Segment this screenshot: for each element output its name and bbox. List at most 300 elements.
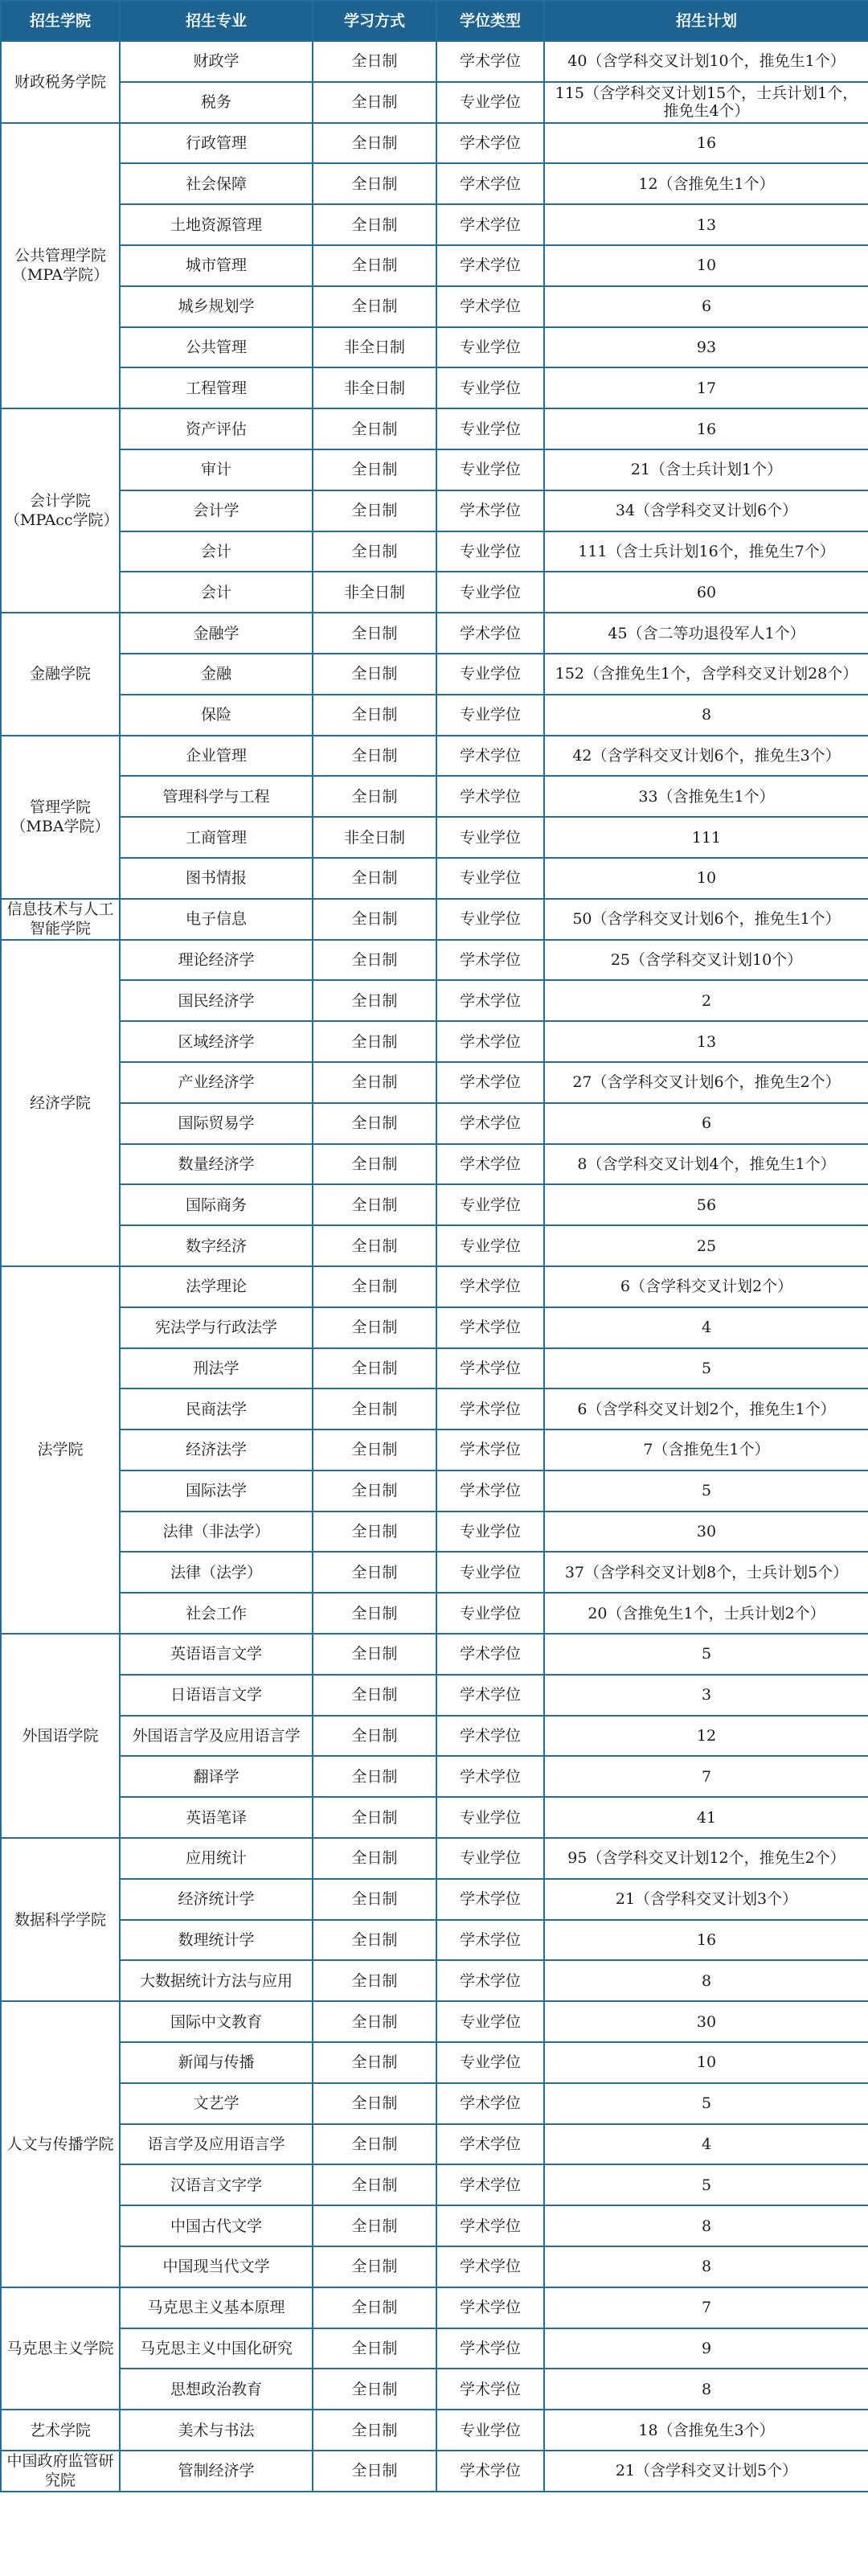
major-cell: 民商法学 — [120, 1388, 313, 1430]
table-row — [1, 1716, 868, 1757]
degree-type-cell: 专业学位 — [436, 1184, 544, 1225]
degree-type-cell: 学术学位 — [436, 204, 544, 245]
enrollment-plan-cell: 12 — [544, 1716, 868, 1757]
enrollment-plan-cell: 37（含学科交叉计划8个，士兵计划5个） — [544, 1552, 868, 1593]
degree-type-cell: 学术学位 — [436, 2164, 544, 2205]
enrollment-plan-cell: 8（含学科交叉计划4个，推免生1个） — [544, 1144, 868, 1185]
table-row — [1, 286, 868, 327]
table-row — [1, 1348, 868, 1389]
enrollment-plan-cell: 21（含士兵计划1个） — [544, 449, 868, 490]
major-cell: 区域经济学 — [120, 1021, 313, 1062]
major-cell: 金融学 — [120, 613, 313, 654]
study-mode-cell: 全日制 — [313, 695, 436, 736]
major-cell: 马克思主义基本原理 — [120, 2287, 313, 2328]
table-row — [1, 2246, 868, 2287]
major-cell: 数字经济 — [120, 1225, 313, 1266]
table-row — [1, 1144, 868, 1185]
major-cell: 产业经济学 — [120, 1062, 313, 1103]
study-mode-cell: 全日制 — [313, 1634, 436, 1675]
degree-type-cell: 学术学位 — [436, 2205, 544, 2246]
degree-type-cell: 学术学位 — [436, 2369, 544, 2410]
college-name: 艺术学院 — [1, 2410, 120, 2451]
major-cell: 城市管理 — [120, 245, 313, 286]
study-mode-cell: 全日制 — [313, 1471, 436, 1512]
major-cell: 中国现当代文学 — [120, 2246, 313, 2287]
study-mode-cell: 全日制 — [313, 1512, 436, 1553]
degree-type-cell: 学术学位 — [436, 1348, 544, 1389]
study-mode-cell: 全日制 — [313, 1552, 436, 1593]
college-name: 财政税务学院 — [1, 41, 120, 123]
table-row — [1, 1552, 868, 1593]
major-cell: 应用统计 — [120, 1838, 313, 1879]
header-enrollment-plan: 招生计划 — [544, 1, 868, 41]
degree-type-cell: 专业学位 — [436, 1797, 544, 1838]
table-row — [1, 2410, 868, 2451]
enrollment-plan-cell: 60 — [544, 572, 868, 613]
study-mode-cell: 全日制 — [313, 1797, 436, 1838]
degree-type-cell: 学术学位 — [436, 1266, 544, 1307]
table-row — [1, 1062, 868, 1103]
enrollment-plan-cell: 20（含推免生1个，士兵计划2个） — [544, 1593, 868, 1634]
degree-type-cell: 专业学位 — [436, 367, 544, 408]
enrollment-plan-cell: 56 — [544, 1184, 868, 1225]
table-row — [1, 776, 868, 817]
degree-type-cell: 学术学位 — [436, 2451, 544, 2492]
table-row — [1, 41, 868, 82]
college-name: 数据科学学院 — [1, 1838, 120, 2001]
enrollment-plan-cell: 8 — [544, 2369, 868, 2410]
degree-type-cell: 专业学位 — [436, 82, 544, 123]
major-cell: 国际贸易学 — [120, 1103, 313, 1144]
table-row — [1, 572, 868, 613]
degree-type-cell: 专业学位 — [436, 1593, 544, 1634]
major-cell: 经济法学 — [120, 1430, 313, 1471]
major-cell: 理论经济学 — [120, 940, 313, 981]
study-mode-cell: 全日制 — [313, 2083, 436, 2124]
degree-type-cell: 专业学位 — [436, 2410, 544, 2451]
enrollment-plan-cell: 13 — [544, 1021, 868, 1062]
enrollment-plan-cell: 21（含学科交叉计划5个） — [544, 2451, 868, 2492]
enrollment-plan-cell: 30 — [544, 2001, 868, 2042]
enrollment-plan-cell: 5 — [544, 1471, 868, 1512]
table-row — [1, 163, 868, 204]
major-cell: 英语笔译 — [120, 1797, 313, 1838]
enrollment-plan-cell: 12（含推免生1个） — [544, 163, 868, 204]
study-mode-cell: 全日制 — [313, 2246, 436, 2287]
major-cell: 社会工作 — [120, 1593, 313, 1634]
header-row — [1, 1, 868, 41]
enrollment-plan-cell: 6（含学科交叉计划2个） — [544, 1266, 868, 1307]
enrollment-plan-cell: 16 — [544, 1920, 868, 1961]
enrollment-plan-cell: 42（含学科交叉计划6个，推免生3个） — [544, 736, 868, 777]
college-name: 经济学院 — [1, 940, 120, 1266]
enrollment-plan-cell: 5 — [544, 1348, 868, 1389]
study-mode-cell: 全日制 — [313, 1266, 436, 1307]
major-cell: 英语语言文学 — [120, 1634, 313, 1675]
study-mode-cell: 全日制 — [313, 613, 436, 654]
study-mode-cell: 全日制 — [313, 449, 436, 490]
study-mode-cell: 全日制 — [313, 2205, 436, 2246]
degree-type-cell: 专业学位 — [436, 1552, 544, 1593]
enrollment-plan-cell: 5 — [544, 2083, 868, 2124]
degree-type-cell: 专业学位 — [436, 695, 544, 736]
study-mode-cell: 全日制 — [313, 1021, 436, 1062]
major-cell: 经济统计学 — [120, 1879, 313, 1920]
degree-type-cell: 学术学位 — [436, 1307, 544, 1348]
study-mode-cell: 全日制 — [313, 204, 436, 245]
table-row — [1, 1388, 868, 1430]
enrollment-plan-cell: 10 — [544, 858, 868, 899]
table-row — [1, 940, 868, 981]
major-cell: 语言学及应用语言学 — [120, 2124, 313, 2165]
major-cell: 汉语言文字学 — [120, 2164, 313, 2205]
major-cell: 国际法学 — [120, 1471, 313, 1512]
study-mode-cell: 全日制 — [313, 2042, 436, 2083]
major-cell: 国民经济学 — [120, 980, 313, 1021]
table-row — [1, 449, 868, 490]
enrollment-plan-cell: 6 — [544, 1103, 868, 1144]
study-mode-cell: 全日制 — [313, 245, 436, 286]
college-name: 金融学院 — [1, 613, 120, 735]
enrollment-plan-cell: 16 — [544, 408, 868, 449]
study-mode-cell: 全日制 — [313, 940, 436, 981]
major-cell: 图书情报 — [120, 858, 313, 899]
study-mode-cell: 全日制 — [313, 2124, 436, 2165]
degree-type-cell: 学术学位 — [436, 1675, 544, 1716]
major-cell: 社会保障 — [120, 163, 313, 204]
major-cell: 刑法学 — [120, 1348, 313, 1389]
degree-type-cell: 专业学位 — [436, 327, 544, 368]
major-cell: 工商管理 — [120, 817, 313, 858]
enrollment-plan-cell: 45（含二等功退役军人1个） — [544, 613, 868, 654]
degree-type-cell: 学术学位 — [436, 2328, 544, 2369]
study-mode-cell: 全日制 — [313, 1879, 436, 1920]
major-cell: 税务 — [120, 82, 313, 123]
degree-type-cell: 专业学位 — [436, 531, 544, 572]
table-row — [1, 1512, 868, 1553]
degree-type-cell: 学术学位 — [436, 1062, 544, 1103]
table-row — [1, 1797, 868, 1838]
table-row — [1, 1471, 868, 1512]
enrollment-plan-cell: 10 — [544, 2042, 868, 2083]
table-row — [1, 1307, 868, 1348]
college-name: 中国政府监管研究院 — [1, 2451, 120, 2492]
table-row — [1, 123, 868, 164]
major-cell: 审计 — [120, 449, 313, 490]
study-mode-cell: 非全日制 — [313, 367, 436, 408]
enrollment-plan-cell: 5 — [544, 2164, 868, 2205]
enrollment-plan-cell: 10 — [544, 245, 868, 286]
degree-type-cell: 学术学位 — [436, 490, 544, 531]
table-row — [1, 736, 868, 777]
major-cell: 国际商务 — [120, 1184, 313, 1225]
enrollment-plan-cell: 34（含学科交叉计划6个） — [544, 490, 868, 531]
enrollment-plan-cell: 8 — [544, 2205, 868, 2246]
study-mode-cell: 全日制 — [313, 2001, 436, 2042]
table-row — [1, 1675, 868, 1716]
study-mode-cell: 全日制 — [313, 776, 436, 817]
table-row — [1, 2205, 868, 2246]
table-row — [1, 1634, 868, 1675]
table-row — [1, 654, 868, 695]
study-mode-cell: 全日制 — [313, 1675, 436, 1716]
college-name: 信息技术与人工智能学院 — [1, 899, 120, 940]
table-row — [1, 1838, 868, 1879]
major-cell: 法律（法学） — [120, 1552, 313, 1593]
table-row — [1, 1920, 868, 1961]
study-mode-cell: 全日制 — [313, 736, 436, 777]
degree-type-cell: 学术学位 — [436, 1471, 544, 1512]
college-name: 法学院 — [1, 1266, 120, 1634]
degree-type-cell: 专业学位 — [436, 1838, 544, 1879]
study-mode-cell: 全日制 — [313, 1716, 436, 1757]
enrollment-plan-cell: 93 — [544, 327, 868, 368]
degree-type-cell: 学术学位 — [436, 980, 544, 1021]
table-row — [1, 858, 868, 899]
table-header — [1, 1, 868, 41]
table-row — [1, 980, 868, 1021]
study-mode-cell: 全日制 — [313, 1103, 436, 1144]
major-cell: 工程管理 — [120, 367, 313, 408]
degree-type-cell: 学术学位 — [436, 613, 544, 654]
table-row — [1, 613, 868, 654]
table-row — [1, 1184, 868, 1225]
degree-type-cell: 学术学位 — [436, 1430, 544, 1471]
major-cell: 会计学 — [120, 490, 313, 531]
major-cell: 美术与书法 — [120, 2410, 313, 2451]
degree-type-cell: 学术学位 — [436, 940, 544, 981]
study-mode-cell: 全日制 — [313, 1388, 436, 1430]
study-mode-cell: 全日制 — [313, 1593, 436, 1634]
study-mode-cell: 全日制 — [313, 531, 436, 572]
study-mode-cell: 全日制 — [313, 858, 436, 899]
major-cell: 土地资源管理 — [120, 204, 313, 245]
enrollment-plan-cell: 8 — [544, 2246, 868, 2287]
study-mode-cell: 全日制 — [313, 41, 436, 82]
enrollment-plan-cell: 4 — [544, 1307, 868, 1348]
enrollment-plan-cell: 30 — [544, 1512, 868, 1553]
enrollment-plan-cell: 2 — [544, 980, 868, 1021]
enrollment-plan-cell: 6 — [544, 286, 868, 327]
study-mode-cell: 全日制 — [313, 2164, 436, 2205]
major-cell: 翻译学 — [120, 1756, 313, 1797]
college-name: 人文与传播学院 — [1, 2001, 120, 2287]
major-cell: 国际中文教育 — [120, 2001, 313, 2042]
degree-type-cell: 学术学位 — [436, 2124, 544, 2165]
study-mode-cell: 全日制 — [313, 286, 436, 327]
table-row — [1, 490, 868, 531]
major-cell: 会计 — [120, 531, 313, 572]
header-major: 招生专业 — [120, 1, 313, 41]
major-cell: 财政学 — [120, 41, 313, 82]
enrollment-plan-cell: 25 — [544, 1225, 868, 1266]
study-mode-cell: 全日制 — [313, 1960, 436, 2001]
study-mode-cell: 全日制 — [313, 2328, 436, 2369]
degree-type-cell: 学术学位 — [436, 1103, 544, 1144]
enrollment-plan-cell: 8 — [544, 1960, 868, 2001]
major-cell: 文艺学 — [120, 2083, 313, 2124]
degree-type-cell: 学术学位 — [436, 1879, 544, 1920]
enrollment-plan-cell: 111 — [544, 817, 868, 858]
degree-type-cell: 学术学位 — [436, 2246, 544, 2287]
enrollment-plan-cell: 8 — [544, 695, 868, 736]
table-row — [1, 204, 868, 245]
major-cell: 数理统计学 — [120, 1920, 313, 1961]
enrollment-plan-cell: 41 — [544, 1797, 868, 1838]
degree-type-cell: 专业学位 — [436, 858, 544, 899]
degree-type-cell: 学术学位 — [436, 1920, 544, 1961]
study-mode-cell: 全日制 — [313, 1430, 436, 1471]
enrollment-plan-cell: 21（含学科交叉计划3个） — [544, 1879, 868, 1920]
study-mode-cell: 全日制 — [313, 1920, 436, 1961]
degree-type-cell: 学术学位 — [436, 1388, 544, 1430]
study-mode-cell: 全日制 — [313, 1062, 436, 1103]
major-cell: 法学理论 — [120, 1266, 313, 1307]
degree-type-cell: 学术学位 — [436, 123, 544, 164]
table-row — [1, 245, 868, 286]
degree-type-cell: 学术学位 — [436, 286, 544, 327]
study-mode-cell: 全日制 — [313, 163, 436, 204]
enrollment-plan-cell: 4 — [544, 2124, 868, 2165]
major-cell: 行政管理 — [120, 123, 313, 164]
study-mode-cell: 全日制 — [313, 1307, 436, 1348]
table-row — [1, 1225, 868, 1266]
major-cell: 宪法学与行政法学 — [120, 1307, 313, 1348]
study-mode-cell: 全日制 — [313, 1184, 436, 1225]
table-row — [1, 82, 868, 123]
study-mode-cell: 全日制 — [313, 2451, 436, 2492]
study-mode-cell: 全日制 — [313, 82, 436, 123]
enrollment-plan-cell: 27（含学科交叉计划6个，推免生2个） — [544, 1062, 868, 1103]
degree-type-cell: 专业学位 — [436, 1512, 544, 1553]
table-row — [1, 695, 868, 736]
table-row — [1, 2369, 868, 2410]
table-row — [1, 1103, 868, 1144]
enrollment-plan-cell: 18（含推免生3个） — [544, 2410, 868, 2451]
enrollment-plan-cell: 17 — [544, 367, 868, 408]
study-mode-cell: 全日制 — [313, 1756, 436, 1797]
table-row — [1, 817, 868, 858]
header-degree-type: 学位类型 — [436, 1, 544, 41]
major-cell: 保险 — [120, 695, 313, 736]
degree-type-cell: 专业学位 — [436, 817, 544, 858]
enrollment-plan-cell: 115（含学科交叉计划15个，士兵计划1个，推免生4个） — [544, 82, 868, 123]
major-cell: 数量经济学 — [120, 1144, 313, 1185]
degree-type-cell: 专业学位 — [436, 1225, 544, 1266]
degree-type-cell: 学术学位 — [436, 2287, 544, 2328]
degree-type-cell: 学术学位 — [436, 163, 544, 204]
degree-type-cell: 专业学位 — [436, 408, 544, 449]
degree-type-cell: 专业学位 — [436, 654, 544, 695]
enrollment-plan-cell: 95（含学科交叉计划12个，推免生2个） — [544, 1838, 868, 1879]
table-row — [1, 899, 868, 940]
table-row — [1, 2328, 868, 2369]
table-row — [1, 2451, 868, 2492]
degree-type-cell: 学术学位 — [436, 736, 544, 777]
major-cell: 大数据统计方法与应用 — [120, 1960, 313, 2001]
major-cell: 管制经济学 — [120, 2451, 313, 2492]
table-row — [1, 1430, 868, 1471]
enrollment-plan-cell: 16 — [544, 123, 868, 164]
study-mode-cell: 全日制 — [313, 490, 436, 531]
degree-type-cell: 学术学位 — [436, 1756, 544, 1797]
table-row — [1, 1756, 868, 1797]
study-mode-cell: 全日制 — [313, 654, 436, 695]
enrollment-plan-cell: 6（含学科交叉计划2个，推免生1个） — [544, 1388, 868, 1430]
enrollment-plan-cell: 25（含学科交叉计划10个） — [544, 940, 868, 981]
study-mode-cell: 全日制 — [313, 123, 436, 164]
degree-type-cell: 学术学位 — [436, 1716, 544, 1757]
major-cell: 城乡规划学 — [120, 286, 313, 327]
college-name: 管理学院（MBA学院） — [1, 736, 120, 899]
table-row — [1, 367, 868, 408]
major-cell: 中国古代文学 — [120, 2205, 313, 2246]
header-college: 招生学院 — [1, 1, 120, 41]
enrollment-plan-cell: 5 — [544, 1634, 868, 1675]
table-row — [1, 2083, 868, 2124]
major-cell: 新闻与传播 — [120, 2042, 313, 2083]
major-cell: 公共管理 — [120, 327, 313, 368]
major-cell: 法律（非法学） — [120, 1512, 313, 1553]
enrollment-plan-cell: 7（含推免生1个） — [544, 1430, 868, 1471]
major-cell: 马克思主义中国化研究 — [120, 2328, 313, 2369]
major-cell: 金融 — [120, 654, 313, 695]
table-row — [1, 1593, 868, 1634]
table-row — [1, 2164, 868, 2205]
enrollment-plan-cell: 40（含学科交叉计划10个，推免生1个） — [544, 41, 868, 82]
degree-type-cell: 专业学位 — [436, 2042, 544, 2083]
major-cell: 会计 — [120, 572, 313, 613]
enrollment-plan-cell: 111（含士兵计划16个，推免生7个） — [544, 531, 868, 572]
enrollment-plan-cell: 13 — [544, 204, 868, 245]
degree-type-cell: 学术学位 — [436, 776, 544, 817]
major-cell: 日语语言文学 — [120, 1675, 313, 1716]
degree-type-cell: 专业学位 — [436, 449, 544, 490]
enrollment-plan-cell: 152（含推免生1个，含学科交叉计划28个） — [544, 654, 868, 695]
degree-type-cell: 专业学位 — [436, 572, 544, 613]
enrollment-plan-cell: 7 — [544, 1756, 868, 1797]
table-row — [1, 1879, 868, 1920]
study-mode-cell: 非全日制 — [313, 817, 436, 858]
study-mode-cell: 全日制 — [313, 1144, 436, 1185]
degree-type-cell: 学术学位 — [436, 1144, 544, 1185]
college-name: 会计学院（MPAcc学院） — [1, 408, 120, 613]
table-row — [1, 2124, 868, 2165]
major-cell: 企业管理 — [120, 736, 313, 777]
college-name: 公共管理学院（MPA学院） — [1, 123, 120, 409]
table-row — [1, 2001, 868, 2042]
major-cell: 资产评估 — [120, 408, 313, 449]
degree-type-cell: 学术学位 — [436, 1960, 544, 2001]
table-row — [1, 1266, 868, 1307]
major-cell: 电子信息 — [120, 899, 313, 940]
degree-type-cell: 学术学位 — [436, 245, 544, 286]
table-row — [1, 531, 868, 572]
table-row — [1, 1021, 868, 1062]
table-row — [1, 1960, 868, 2001]
study-mode-cell: 全日制 — [313, 2410, 436, 2451]
major-cell: 外国语言学及应用语言学 — [120, 1716, 313, 1757]
study-mode-cell: 全日制 — [313, 1348, 436, 1389]
major-cell: 思想政治教育 — [120, 2369, 313, 2410]
table-row — [1, 2042, 868, 2083]
study-mode-cell: 全日制 — [313, 2287, 436, 2328]
enrollment-plan-cell: 7 — [544, 2287, 868, 2328]
study-mode-cell: 全日制 — [313, 2369, 436, 2410]
enrollment-plan-cell: 33（含推免生1个） — [544, 776, 868, 817]
degree-type-cell: 学术学位 — [436, 1021, 544, 1062]
table-row — [1, 408, 868, 449]
